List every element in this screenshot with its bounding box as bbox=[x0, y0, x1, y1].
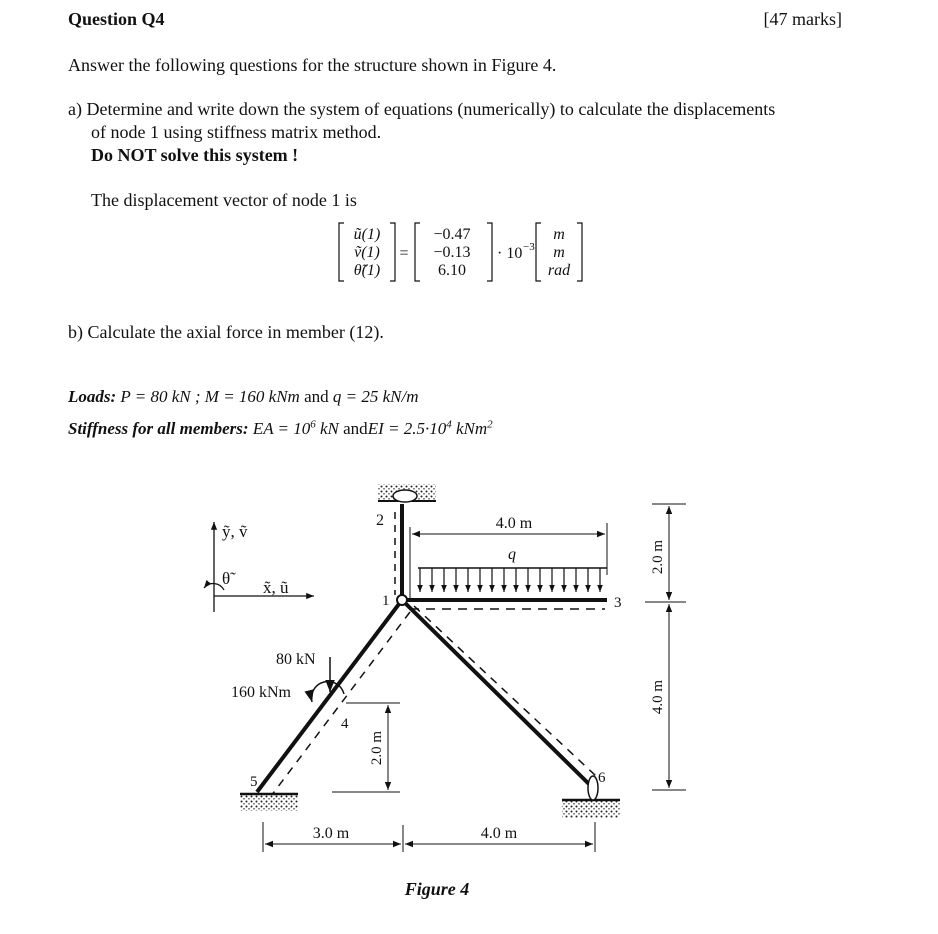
load-m: M = 160 kNm bbox=[204, 387, 300, 406]
dim-right-bottom-label: 4.0 m bbox=[650, 679, 666, 715]
load-q-arrows bbox=[420, 568, 600, 592]
roller-node-2 bbox=[393, 490, 417, 502]
dim-right-top-label: 2.0 m bbox=[650, 539, 666, 575]
question-title: Question Q4 bbox=[68, 9, 165, 29]
displacement-intro: The displacement vector of node 1 is bbox=[91, 190, 357, 210]
loads-label: Loads: bbox=[68, 387, 117, 406]
axis-y-label: ỹ, ṽ bbox=[222, 522, 248, 541]
node-6-label: 6 bbox=[598, 770, 606, 786]
vector-value-v: −0.13 bbox=[433, 244, 471, 261]
multiplier: · 10 bbox=[497, 245, 523, 262]
node-3-label: 3 bbox=[614, 595, 622, 611]
node-1-joint bbox=[397, 595, 407, 605]
loads-and: and bbox=[304, 387, 329, 406]
unit-m-1: m bbox=[553, 226, 565, 243]
vector-label-u: ũ(1) bbox=[353, 226, 381, 243]
vector-value-theta: 6.10 bbox=[438, 262, 466, 279]
dim-top-label: 4.0 m bbox=[495, 515, 533, 532]
vector-label-v: ṽ(1) bbox=[354, 244, 380, 261]
axis-x-label: x̃, ũ bbox=[263, 578, 289, 597]
part-a-line-1: a) Determine and write down the system of equations (numerically) to calculate the displacements bbox=[68, 99, 776, 119]
part-a-instruction: Do NOT solve this system ! bbox=[91, 145, 299, 165]
stiffness-and: and bbox=[343, 419, 368, 438]
stiffness-ei-exp: 4 bbox=[446, 418, 452, 431]
multiplier-exponent: −3 bbox=[523, 241, 535, 253]
intro-text: Answer the following questions for the structure shown in Figure 4. bbox=[68, 55, 557, 75]
stiffness-ei: EI = 2.5·10 bbox=[367, 419, 447, 438]
node-2-label: 2 bbox=[376, 512, 384, 529]
dim-bottom-right-label: 4.0 m bbox=[480, 825, 518, 842]
stiffness-ea-unit: kN bbox=[320, 419, 339, 438]
equals-sign: = bbox=[399, 245, 409, 262]
part-a-line-2: of node 1 using stiffness matrix method. bbox=[91, 122, 382, 142]
part-b-text: b) Calculate the axial force in member (12). bbox=[68, 322, 384, 342]
moment-label: 160 kNm bbox=[231, 684, 291, 701]
member-1-5-dashed bbox=[268, 612, 410, 800]
marks-badge: [47 marks] bbox=[763, 9, 842, 29]
stiffness-ei-unit: kNm bbox=[455, 419, 488, 438]
member-1-6 bbox=[402, 600, 592, 787]
support-hatch-5 bbox=[240, 794, 298, 811]
roller-node-6 bbox=[588, 776, 598, 800]
axis-theta-label: θ̃ bbox=[222, 569, 231, 588]
stiffness-ea-exp: 6 bbox=[310, 418, 316, 431]
node-4-label: 4 bbox=[341, 716, 349, 732]
node-5-label: 5 bbox=[250, 774, 258, 790]
support-hatch-6 bbox=[562, 800, 620, 818]
dim-bottom-left-label: 3.0 m bbox=[312, 825, 350, 842]
figure-caption: Figure 4 bbox=[404, 879, 470, 899]
stiffness-ea: EA = 10 bbox=[252, 419, 311, 438]
force-label: 80 kN bbox=[276, 651, 316, 668]
stiffness-label: Stiffness for all members: bbox=[68, 419, 249, 438]
node-1-label: 1 bbox=[382, 593, 390, 609]
member-1-6-dashed bbox=[414, 606, 596, 776]
stiffness-ei-unit-exp: 2 bbox=[487, 418, 493, 431]
axis-system bbox=[204, 522, 314, 612]
vector-value-u: −0.47 bbox=[433, 226, 471, 243]
displacement-equation bbox=[339, 223, 582, 281]
unit-m-2: m bbox=[553, 244, 565, 261]
load-p: P = 80 kN ; bbox=[120, 387, 201, 406]
load-q: q = 25 kN/m bbox=[332, 387, 419, 406]
unit-rad: rad bbox=[547, 262, 571, 279]
dim-mid-label: 2.0 m bbox=[369, 730, 385, 766]
vector-label-theta: θ̃(1) bbox=[353, 262, 381, 279]
load-q-symbol: q bbox=[508, 546, 516, 563]
